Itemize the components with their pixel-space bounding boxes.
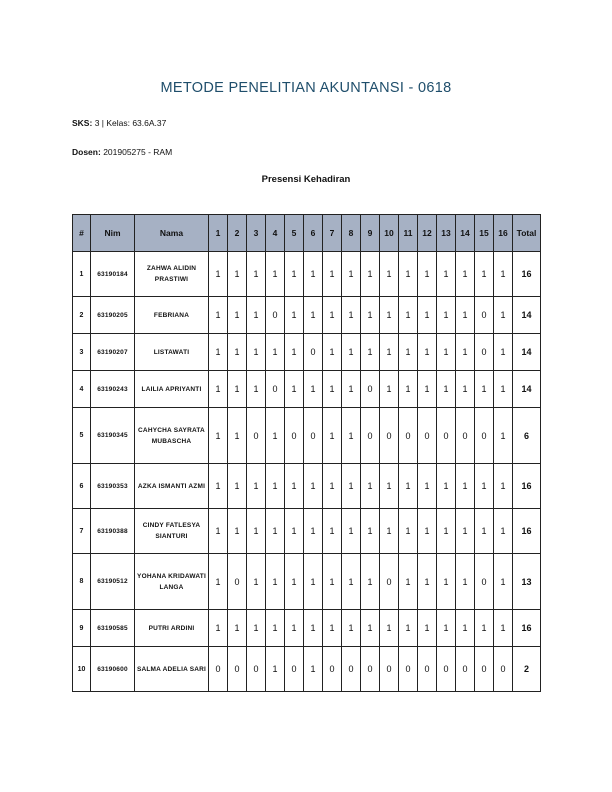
table-row — [73, 252, 541, 297]
attendance-cell: 1 — [209, 252, 228, 297]
attendance-cell: 1 — [494, 371, 513, 408]
table-row — [73, 509, 541, 554]
name-cell: FEBRIANA — [135, 297, 209, 334]
attendance-cell: 1 — [437, 297, 456, 334]
attendance-cell: 1 — [437, 371, 456, 408]
attendance-cell: 0 — [228, 554, 247, 610]
attendance-cell: 1 — [247, 297, 266, 334]
attendance-cell: 1 — [342, 408, 361, 464]
attendance-cell: 1 — [323, 252, 342, 297]
attendance-cell: 0 — [285, 647, 304, 692]
attendance-cell: 1 — [418, 464, 437, 509]
attendance-cell: 1 — [266, 464, 285, 509]
nim-cell: 63190205 — [91, 297, 135, 334]
sks-label: SKS: — [72, 118, 93, 128]
attendance-cell: 1 — [399, 610, 418, 647]
attendance-cell: 1 — [494, 610, 513, 647]
attendance-cell: 0 — [418, 647, 437, 692]
attendance-cell: 1 — [285, 509, 304, 554]
attendance-cell: 1 — [342, 509, 361, 554]
column-header: 3 — [247, 215, 266, 252]
attendance-cell: 1 — [418, 509, 437, 554]
row-number-cell: 8 — [73, 554, 91, 610]
total-cell: 2 — [513, 647, 541, 692]
attendance-cell: 1 — [361, 334, 380, 371]
total-cell: 16 — [513, 464, 541, 509]
attendance-cell: 1 — [437, 554, 456, 610]
attendance-cell: 1 — [228, 371, 247, 408]
attendance-cell: 1 — [437, 509, 456, 554]
name-cell: CINDY FATLESYA SIANTURI — [135, 509, 209, 554]
total-cell: 14 — [513, 334, 541, 371]
column-header: Nim — [91, 215, 135, 252]
attendance-cell: 1 — [475, 610, 494, 647]
table-row — [73, 647, 541, 692]
row-number-cell: 7 — [73, 509, 91, 554]
attendance-cell: 1 — [247, 252, 266, 297]
attendance-cell: 1 — [323, 371, 342, 408]
attendance-cell: 1 — [456, 297, 475, 334]
attendance-cell: 1 — [342, 464, 361, 509]
column-header: Nama — [135, 215, 209, 252]
name-cell: CAHYCHA SAYRATA MUBASCHA — [135, 408, 209, 464]
attendance-cell: 0 — [247, 647, 266, 692]
table-row — [73, 610, 541, 647]
attendance-cell: 1 — [494, 464, 513, 509]
total-cell: 14 — [513, 371, 541, 408]
attendance-cell: 0 — [494, 647, 513, 692]
attendance-cell: 1 — [494, 408, 513, 464]
attendance-cell: 0 — [380, 554, 399, 610]
attendance-cell: 0 — [361, 408, 380, 464]
attendance-cell: 1 — [247, 464, 266, 509]
nim-cell: 63190512 — [91, 554, 135, 610]
attendance-cell: 1 — [266, 252, 285, 297]
attendance-cell: 1 — [437, 610, 456, 647]
attendance-cell: 1 — [304, 371, 323, 408]
attendance-cell: 1 — [456, 509, 475, 554]
row-number-cell: 4 — [73, 371, 91, 408]
attendance-cell: 0 — [418, 408, 437, 464]
attendance-cell: 1 — [304, 252, 323, 297]
attendance-cell: 1 — [323, 408, 342, 464]
attendance-cell: 0 — [475, 647, 494, 692]
attendance-cell: 1 — [380, 252, 399, 297]
attendance-cell: 1 — [399, 464, 418, 509]
attendance-cell: 1 — [399, 334, 418, 371]
nim-cell: 63190388 — [91, 509, 135, 554]
attendance-cell: 0 — [380, 647, 399, 692]
name-cell: LAILIA APRIYANTI — [135, 371, 209, 408]
attendance-cell: 1 — [361, 554, 380, 610]
section-title: Presensi Kehadiran — [261, 174, 351, 185]
attendance-cell: 1 — [247, 371, 266, 408]
attendance-cell: 1 — [266, 610, 285, 647]
total-cell: 16 — [513, 252, 541, 297]
attendance-cell: 0 — [247, 408, 266, 464]
nim-cell: 63190600 — [91, 647, 135, 692]
attendance-cell: 1 — [380, 610, 399, 647]
attendance-cell: 0 — [361, 371, 380, 408]
attendance-cell: 1 — [494, 509, 513, 554]
attendance-cell: 1 — [475, 509, 494, 554]
nim-cell: 63190585 — [91, 610, 135, 647]
column-header: 10 — [380, 215, 399, 252]
attendance-cell: 1 — [285, 554, 304, 610]
column-header: 15 — [475, 215, 494, 252]
attendance-cell: 1 — [380, 297, 399, 334]
row-number-cell: 9 — [73, 610, 91, 647]
attendance-cell: 1 — [304, 509, 323, 554]
attendance-cell: 0 — [266, 297, 285, 334]
attendance-cell: 1 — [342, 252, 361, 297]
total-cell: 16 — [513, 509, 541, 554]
attendance-cell: 1 — [266, 509, 285, 554]
attendance-cell: 1 — [342, 297, 361, 334]
attendance-cell: 1 — [380, 464, 399, 509]
attendance-cell: 1 — [456, 371, 475, 408]
attendance-cell: 1 — [323, 334, 342, 371]
attendance-cell: 0 — [304, 334, 323, 371]
attendance-cell: 1 — [399, 509, 418, 554]
attendance-cell: 1 — [475, 464, 494, 509]
attendance-cell: 1 — [399, 297, 418, 334]
attendance-cell: 1 — [494, 297, 513, 334]
name-cell: PUTRI ARDINI — [135, 610, 209, 647]
attendance-cell: 1 — [247, 554, 266, 610]
column-header: 13 — [437, 215, 456, 252]
attendance-cell: 1 — [209, 610, 228, 647]
column-header: # — [73, 215, 91, 252]
total-cell: 6 — [513, 408, 541, 464]
column-header: 5 — [285, 215, 304, 252]
attendance-cell: 1 — [247, 509, 266, 554]
attendance-cell: 1 — [437, 252, 456, 297]
attendance-cell: 1 — [304, 647, 323, 692]
attendance-cell: 1 — [418, 371, 437, 408]
total-cell: 14 — [513, 297, 541, 334]
attendance-cell: 0 — [475, 408, 494, 464]
nim-cell: 63190207 — [91, 334, 135, 371]
dosen-label: Dosen: — [72, 147, 101, 157]
column-header: 16 — [494, 215, 513, 252]
attendance-cell: 0 — [380, 408, 399, 464]
attendance-cell: 1 — [437, 464, 456, 509]
table-row — [73, 408, 541, 464]
attendance-cell: 1 — [323, 554, 342, 610]
attendance-cell: 1 — [228, 252, 247, 297]
attendance-cell: 1 — [209, 464, 228, 509]
attendance-cell: 0 — [399, 647, 418, 692]
attendance-cell: 1 — [209, 554, 228, 610]
attendance-cell: 1 — [304, 297, 323, 334]
attendance-cell: 0 — [304, 408, 323, 464]
column-header: 9 — [361, 215, 380, 252]
nim-cell: 63190353 — [91, 464, 135, 509]
attendance-cell: 0 — [209, 647, 228, 692]
attendance-cell: 1 — [285, 610, 304, 647]
attendance-cell: 1 — [494, 252, 513, 297]
attendance-cell: 1 — [285, 464, 304, 509]
attendance-cell: 0 — [285, 408, 304, 464]
attendance-cell: 1 — [380, 371, 399, 408]
attendance-cell: 1 — [437, 334, 456, 371]
attendance-cell: 0 — [475, 334, 494, 371]
attendance-cell: 0 — [475, 297, 494, 334]
attendance-cell: 0 — [456, 408, 475, 464]
attendance-cell: 1 — [228, 509, 247, 554]
page-title: METODE PENELITIAN AKUNTANSI - 0618 — [160, 80, 452, 96]
attendance-cell: 1 — [361, 464, 380, 509]
name-cell: AZKA ISMANTI AZMI — [135, 464, 209, 509]
attendance-cell: 1 — [418, 554, 437, 610]
attendance-cell: 0 — [456, 647, 475, 692]
attendance-cell: 1 — [418, 334, 437, 371]
attendance-cell: 1 — [228, 334, 247, 371]
name-cell: YOHANA KRIDAWATI LANGA — [135, 554, 209, 610]
table-row — [73, 464, 541, 509]
attendance-cell: 1 — [323, 297, 342, 334]
row-number-cell: 6 — [73, 464, 91, 509]
attendance-cell: 1 — [361, 610, 380, 647]
attendance-cell: 1 — [456, 252, 475, 297]
table-row — [73, 297, 541, 334]
sks-line — [72, 118, 166, 128]
column-header: 6 — [304, 215, 323, 252]
attendance-cell: 0 — [323, 647, 342, 692]
attendance-cell: 1 — [247, 610, 266, 647]
attendance-cell: 0 — [342, 647, 361, 692]
attendance-cell: 1 — [304, 554, 323, 610]
attendance-cell: 1 — [399, 371, 418, 408]
attendance-cell: 1 — [494, 554, 513, 610]
column-header: 1 — [209, 215, 228, 252]
attendance-cell: 1 — [475, 371, 494, 408]
row-number-cell: 1 — [73, 252, 91, 297]
attendance-cell: 1 — [456, 554, 475, 610]
attendance-cell: 1 — [323, 509, 342, 554]
attendance-cell: 1 — [209, 408, 228, 464]
attendance-cell: 1 — [342, 610, 361, 647]
attendance-cell: 1 — [475, 252, 494, 297]
nim-cell: 63190243 — [91, 371, 135, 408]
attendance-cell: 1 — [304, 464, 323, 509]
attendance-cell: 1 — [266, 647, 285, 692]
name-cell: ZAHWA ALIDIN PRASTIWI — [135, 252, 209, 297]
attendance-cell: 1 — [228, 408, 247, 464]
attendance-cell: 1 — [342, 554, 361, 610]
attendance-cell: 1 — [456, 610, 475, 647]
column-header: 12 — [418, 215, 437, 252]
attendance-cell: 1 — [361, 297, 380, 334]
dosen-line — [72, 147, 172, 157]
attendance-cell: 1 — [323, 464, 342, 509]
attendance-cell: 1 — [399, 554, 418, 610]
attendance-cell: 1 — [285, 297, 304, 334]
attendance-cell: 0 — [399, 408, 418, 464]
attendance-cell: 1 — [456, 334, 475, 371]
attendance-cell: 0 — [437, 408, 456, 464]
total-cell: 16 — [513, 610, 541, 647]
name-cell: SALMA ADELIA SARI — [135, 647, 209, 692]
table-row — [73, 334, 541, 371]
column-header: 2 — [228, 215, 247, 252]
attendance-cell: 0 — [475, 554, 494, 610]
name-cell: LISTAWATI — [135, 334, 209, 371]
attendance-cell: 0 — [437, 647, 456, 692]
table-row — [73, 371, 541, 408]
column-header: 7 — [323, 215, 342, 252]
row-number-cell: 10 — [73, 647, 91, 692]
column-header: 11 — [399, 215, 418, 252]
attendance-cell: 1 — [418, 610, 437, 647]
attendance-cell: 1 — [361, 252, 380, 297]
attendance-table — [72, 214, 541, 692]
row-number-cell: 3 — [73, 334, 91, 371]
attendance-cell: 1 — [228, 464, 247, 509]
attendance-cell: 1 — [228, 610, 247, 647]
attendance-cell: 1 — [342, 371, 361, 408]
attendance-cell: 1 — [361, 509, 380, 554]
table-row — [73, 554, 541, 610]
attendance-cell: 1 — [323, 610, 342, 647]
attendance-cell: 1 — [266, 554, 285, 610]
attendance-cell: 1 — [285, 334, 304, 371]
attendance-cell: 1 — [418, 252, 437, 297]
sks-value: 3 | Kelas: 63.6A.37 — [94, 118, 167, 128]
attendance-cell: 1 — [209, 509, 228, 554]
attendance-cell: 1 — [494, 334, 513, 371]
column-header: Total — [513, 215, 541, 252]
nim-cell: 63190184 — [91, 252, 135, 297]
attendance-cell: 1 — [456, 464, 475, 509]
attendance-cell: 1 — [399, 252, 418, 297]
total-cell: 13 — [513, 554, 541, 610]
attendance-cell: 0 — [361, 647, 380, 692]
attendance-cell: 1 — [228, 297, 247, 334]
attendance-cell: 1 — [209, 297, 228, 334]
attendance-cell: 1 — [209, 334, 228, 371]
column-header: 8 — [342, 215, 361, 252]
column-header: 4 — [266, 215, 285, 252]
dosen-value: 201905275 - RAM — [103, 147, 173, 157]
attendance-cell: 1 — [266, 334, 285, 371]
table-header-row — [73, 215, 541, 252]
attendance-cell: 1 — [304, 610, 323, 647]
row-number-cell: 2 — [73, 297, 91, 334]
attendance-cell: 1 — [342, 334, 361, 371]
attendance-cell: 1 — [209, 371, 228, 408]
attendance-cell: 0 — [266, 371, 285, 408]
attendance-cell: 1 — [285, 371, 304, 408]
row-number-cell: 5 — [73, 408, 91, 464]
attendance-cell: 1 — [380, 334, 399, 371]
attendance-cell: 1 — [247, 334, 266, 371]
nim-cell: 63190345 — [91, 408, 135, 464]
attendance-cell: 1 — [266, 408, 285, 464]
attendance-cell: 1 — [418, 297, 437, 334]
attendance-cell: 0 — [228, 647, 247, 692]
attendance-cell: 1 — [285, 252, 304, 297]
attendance-cell: 1 — [380, 509, 399, 554]
column-header: 14 — [456, 215, 475, 252]
